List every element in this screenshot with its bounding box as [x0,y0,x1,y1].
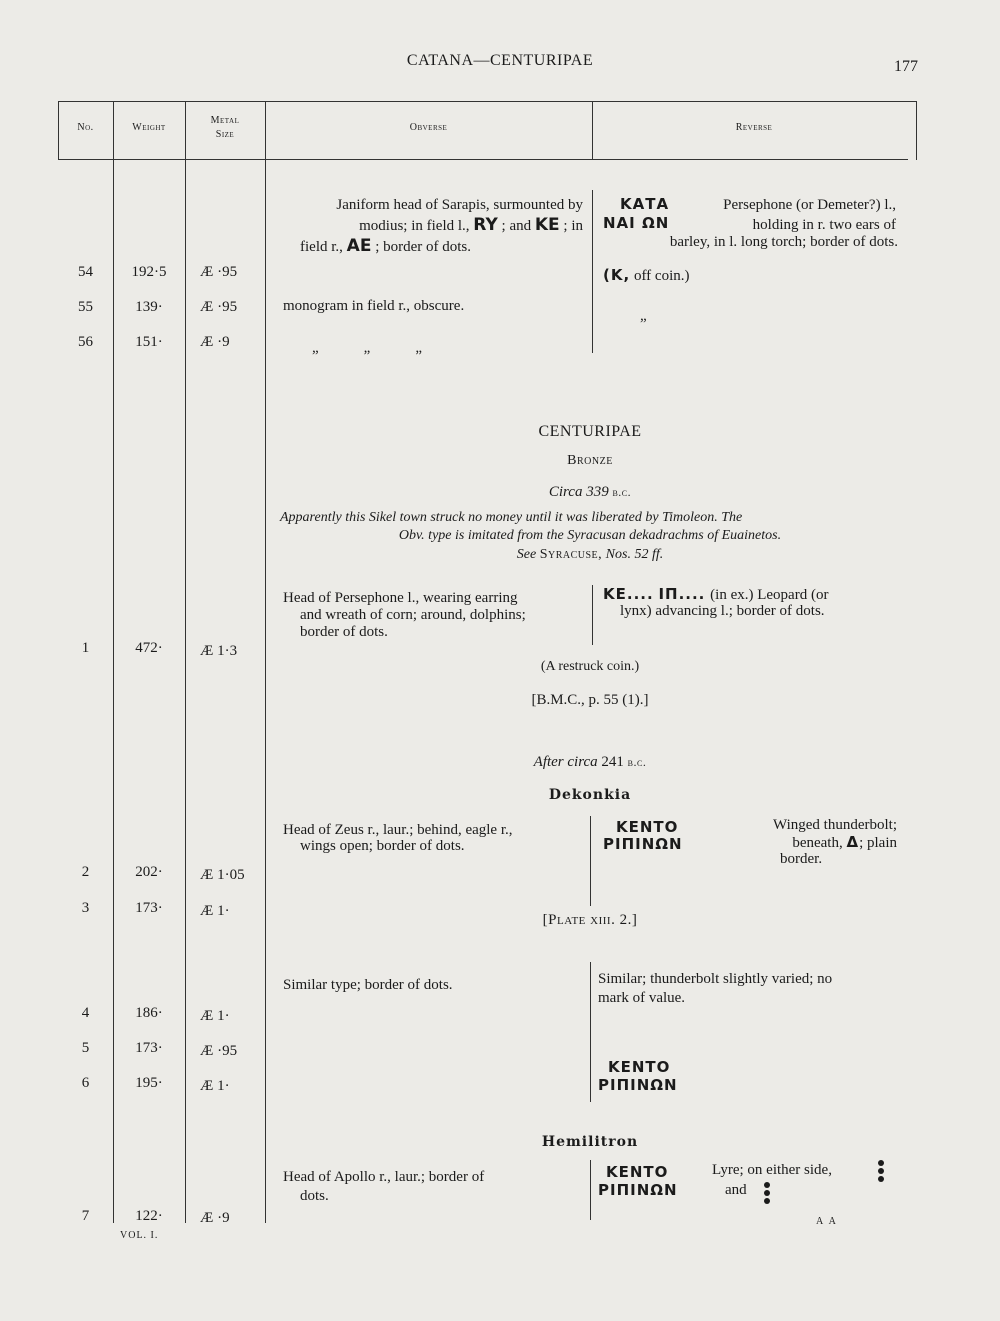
catana-obverse-line2: modius; in field l., RY ; and KE ; in [359,215,583,235]
table-top-rule [58,101,916,102]
row-5-no: 5 [81,1040,90,1056]
similar-legend-line1: ΚΕΝΤΟ [608,1058,671,1076]
pellets-three-icon-2 [764,1180,770,1206]
row-1-weight: 472· [135,640,163,656]
row-2-weight: 202· [135,864,163,880]
monogram-ke: KE [534,215,560,235]
col-header-obverse: Obverse [409,122,448,133]
similar-reverse-line2: mark of value. [598,990,686,1006]
persephone-obverse-line2: and wreath of corn; around, dolphins; [300,607,526,623]
date-heading: Circa 339 b.c. [548,484,632,500]
dekonkia-obverse-line2: wings open; border of dots. [300,838,465,854]
similar-obverse: Similar type; border of dots. [283,977,453,993]
row-55-obverse: monogram in field r., obscure. [283,298,465,314]
row-3-no: 3 [81,900,90,916]
hemilitron-obverse-line1: Head of Apollo r., laur.; border of [283,1169,485,1185]
persephone-obverse-line3: border of dots. [300,624,388,640]
row-4-no: 4 [81,1005,90,1021]
row-4-weight: 186· [135,1005,163,1021]
row-56-obverse: „ „ „ [312,340,422,356]
row-7-weight: 122· [135,1208,163,1224]
note-line1: Apparently this Sikel town struck no money until it was liberated by Timoleon. The [280,510,743,525]
dekonkia-divider [590,816,591,906]
row-2-no: 2 [81,864,90,880]
note-line2: Obv. type is imitated from the Syracusan dekadrachms of Euainetos. [398,528,782,543]
hemilitron-legend-line2: ΡΙΠΙΝΩΝ [598,1181,678,1199]
pellets-three-icon [878,1158,884,1184]
row-1-no: 1 [81,640,90,656]
row-54-no: 54 [78,264,93,280]
hemilitron-heading: Hemilitron [541,1134,639,1150]
row-55-no: 55 [78,299,93,315]
catana-reverse-line1: Persephone (or Demeter?) l., [723,197,896,213]
note-line3: See Syracuse, Nos. 52 ff. [516,547,664,562]
row-7-no: 7 [81,1208,90,1224]
volume-label: VOL. I. [120,1230,159,1241]
col-header-metal-size: Metal Size [210,115,240,140]
hemilitron-legend-line1: ΚΕΝΤΟ [606,1163,669,1181]
hemilitron-obverse-line2: dots. [300,1188,329,1204]
row-55-reverse: „ [640,308,647,324]
catana-obverse-line3: field r., AE ; border of dots. [300,236,472,256]
catana-reverse-line3: barley, in l. long torch; border of dots. [669,234,898,250]
row-54-reverse: (Κ, off coin.) [603,266,690,284]
row-2-metal: Æ 1·05 [200,867,245,883]
page-number: 177 [894,58,918,75]
plate-reference: [Plate xiii. 2.] [542,912,638,928]
persephone-reverse-line1: ΚΕ.... ΙΠ.... (in ex.) Leopard (or [603,585,829,603]
running-head: CATANA—CENTURIPAE [406,52,594,69]
similar-reverse-line1: Similar; thunderbolt slightly varied; no [598,971,833,987]
bmc-reference: [B.M.C., p. 55 (1).] [531,692,649,708]
similar-divider [590,962,591,1102]
col-header-reverse: Reverse [735,122,773,133]
dekonkia-reverse-line1: Winged thunderbolt; [773,817,897,833]
catana-legend-line1: ΚΑΤΑ [620,195,670,213]
row-55-weight: 139· [135,299,163,315]
row-55-metal: Æ ·95 [200,299,238,315]
row-54-metal: Æ ·95 [200,264,238,280]
row-56-no: 56 [78,334,93,350]
row-5-metal: Æ ·95 [200,1043,238,1059]
dekonkia-heading: Dekonkia [548,787,632,803]
row-1-metal: Æ 1·3 [200,643,238,659]
row-6-weight: 195· [135,1075,163,1091]
catana-legend-line2: ΝΑΙ ΩΝ [603,214,670,232]
col-rule-weight [185,101,186,1223]
row-5-weight: 173· [135,1040,163,1056]
persephone-divider [592,585,593,645]
hemilitron-divider [590,1160,591,1220]
dekonkia-legend-line1: ΚΕΝΤΟ [616,818,679,836]
col-rule-right [916,101,917,160]
row-6-no: 6 [81,1075,90,1091]
dekonkia-legend-line2: ΡΙΠΙΝΩΝ [603,835,683,853]
hemilitron-reverse-line1: Lyre; on either side, [712,1162,832,1178]
row-56-metal: Æ ·9 [200,334,230,350]
persephone-obverse-line1: Head of Persephone l., wearing earring [283,590,518,606]
after-date-heading: After circa 241 b.c. [533,754,647,770]
row-3-metal: Æ 1· [200,903,230,919]
persephone-reverse-line2: lynx) advancing l.; border of dots. [620,603,825,619]
catana-reverse-line2: holding in r. two ears of [752,217,896,233]
monogram-ry: RY [473,215,498,235]
row-3-weight: 173· [135,900,163,916]
signature-mark: A A [816,1216,838,1227]
col-header-no: No. [77,122,94,133]
catana-divider [592,190,593,353]
dekonkia-reverse-line3: border. [780,851,823,867]
col-header-weight: Weight [132,122,166,133]
restruck-note: (A restruck coin.) [540,659,640,674]
similar-legend-line2: ΡΙΠΙΝΩΝ [598,1076,678,1094]
row-6-metal: Æ 1· [200,1078,230,1094]
catana-obverse-line1: Janiform head of Sarapis, surmounted by [336,197,583,213]
dekonkia-reverse-line2: beneath, Δ; plain [792,833,897,851]
row-7-metal: Æ ·9 [200,1210,230,1226]
row-4-metal: Æ 1· [200,1008,230,1024]
section-title: CENTURIPAE [538,423,642,440]
monogram-ae: AE [346,236,372,256]
row-56-weight: 151· [135,334,163,350]
hemilitron-reverse-line2: and [725,1182,747,1198]
dekonkia-obverse-line1: Head of Zeus r., laur.; behind, eagle r., [283,822,513,838]
row-54-weight: 192·5 [131,264,167,280]
metal-heading: Bronze [567,453,613,468]
